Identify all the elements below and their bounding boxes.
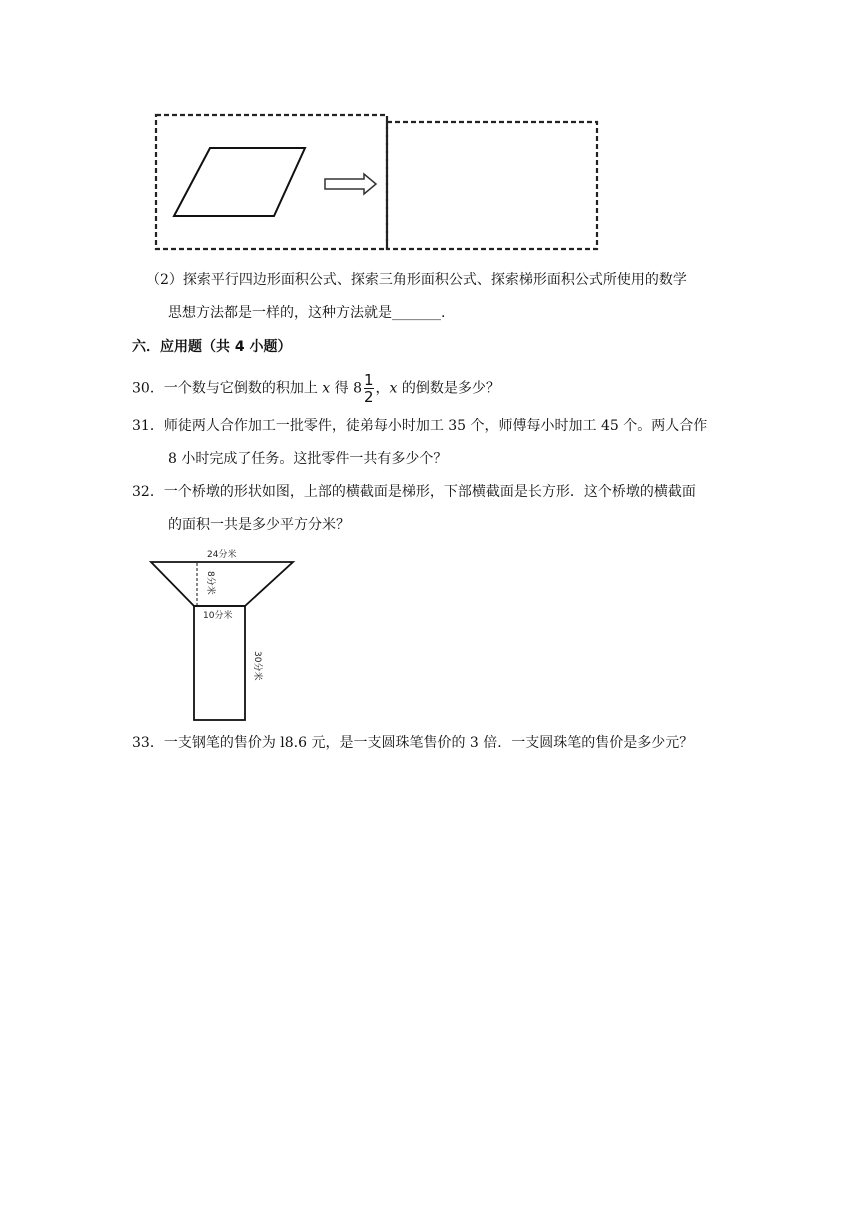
q29-part2-line2: 思想方法都是一样的，这种方法就是_______.: [168, 305, 446, 321]
question-32-line1: 32．一个桥墩的形状如图，上部的横截面是梯形，下部横截面是长方形．这个桥墩的横截面: [132, 484, 696, 500]
right-arrow-icon: [325, 174, 376, 194]
question-number: 33．: [132, 735, 164, 751]
question-number: 31．: [132, 418, 164, 434]
q29-part2-line1: （2）探索平行四边形面积公式、探索三角形面积公式、探索梯形面积公式所使用的数学: [146, 272, 687, 288]
bridge-pier-figure: [145, 545, 305, 725]
left-dashed-box: [156, 115, 387, 249]
parallelogram-shape: [174, 148, 305, 216]
mixed-fraction: $\frac{1}{2}$: [364, 371, 374, 406]
label-length: 30分米: [252, 651, 262, 681]
parallelogram-transform-figure: [150, 110, 605, 255]
trapezoid-shape: [151, 562, 293, 606]
label-width: 10分米: [203, 611, 233, 621]
question-number: 32．: [132, 484, 164, 500]
right-dashed-box: [387, 122, 597, 249]
section-heading: 六．应用题（共 4 小题）: [132, 339, 292, 355]
question-32-line2: 的面积一共是多少平方分米？: [168, 517, 350, 533]
question-number: 30．: [132, 380, 164, 397]
question-31-line2: 8 小时完成了任务。这批零件一共有多少个？: [168, 451, 448, 467]
question-31-line1: 31．师徒两人合作加工一批零件，徒弟每小时加工 35 个，师傅每小时加工 45 个。两人合作: [132, 418, 708, 434]
question-30: 30．一个数与它倒数的积加上 x 得 $8 \frac{1}{2}$ ，x 的倒数是多少？: [132, 371, 500, 406]
rectangle-shape: [194, 606, 245, 720]
label-height: 8分米: [205, 571, 215, 595]
question-33: 33．一支钢笔的售价为 l8.6 元，是一支圆珠笔售价的 3 倍．一支圆珠笔的售价是多少元？: [132, 735, 694, 751]
label-top: 24分米: [207, 550, 237, 560]
